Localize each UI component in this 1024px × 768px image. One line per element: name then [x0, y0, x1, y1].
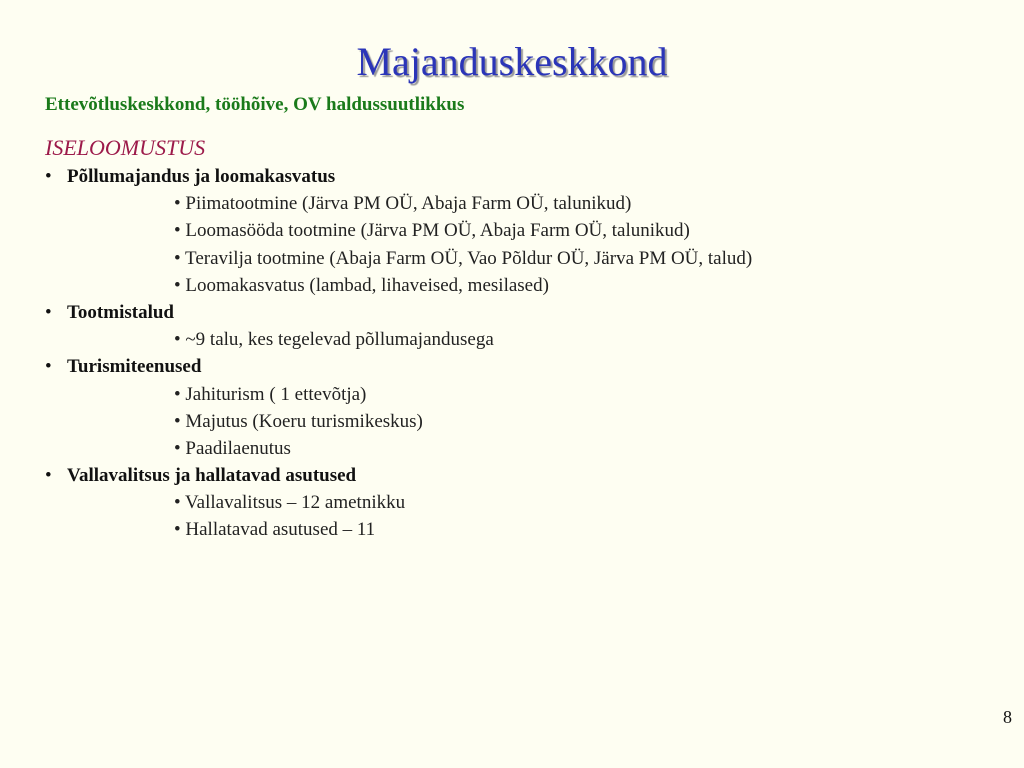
- bullet-list: [45, 163, 995, 544]
- sub-bullet-item: • Majutus (Koeru turismikeskus): [174, 410, 423, 432]
- page-number: 8: [1003, 707, 1012, 727]
- sub-bullet-item: • Loomasööda tootmine (Järva PM OÜ, Abaja Farm OÜ, talunikud): [174, 220, 690, 242]
- sub-bullet-item: • Piimatootmine (Järva PM OÜ, Abaja Farm OÜ, talunikud): [174, 193, 632, 215]
- bullet-label: Vallavalitsus ja hallatavad asutused: [67, 465, 357, 487]
- slide-title: Majanduskeskkond: [356, 39, 668, 84]
- bullet-icon: •: [45, 465, 52, 487]
- bullet-item: [45, 462, 995, 489]
- sub-bullet-item: • Loomakasvatus (lambad, lihaveised, mesilased): [174, 274, 549, 296]
- slide-subtitle: Ettevõtluskeskkond, tööhõive, OV haldussuutlikkus: [45, 94, 465, 115]
- bullet-item: [45, 163, 995, 190]
- sub-bullet-item: • Paadilaenutus: [174, 437, 291, 459]
- bullet-label: Põllumajandus ja loomakasvatus: [67, 166, 336, 187]
- bullet-label: Turismiteenused: [67, 356, 202, 378]
- bullet-icon: •: [45, 301, 52, 323]
- bullet-label: Tootmistalud: [67, 301, 174, 323]
- section-heading: ISELOOMUSTUS: [45, 135, 206, 160]
- sub-bullet-item: • Jahiturism ( 1 ettevõtja): [174, 383, 367, 405]
- bullet-item: [45, 299, 995, 326]
- bullet-icon: •: [45, 356, 52, 378]
- bullet-icon: •: [45, 166, 52, 187]
- sub-bullet-item: • Hallatavad asutused – 11: [174, 519, 376, 541]
- sub-bullet-item: • Teravilja tootmine (Abaja Farm OÜ, Vao Põldur OÜ, Järva PM OÜ, talud): [174, 247, 753, 269]
- bullet-item: [45, 353, 995, 380]
- sub-bullet-item: • Vallavalitsus – 12 ametnikku: [174, 492, 406, 514]
- sub-bullet-item: • ~9 talu, kes tegelevad põllumajandusega: [174, 329, 494, 351]
